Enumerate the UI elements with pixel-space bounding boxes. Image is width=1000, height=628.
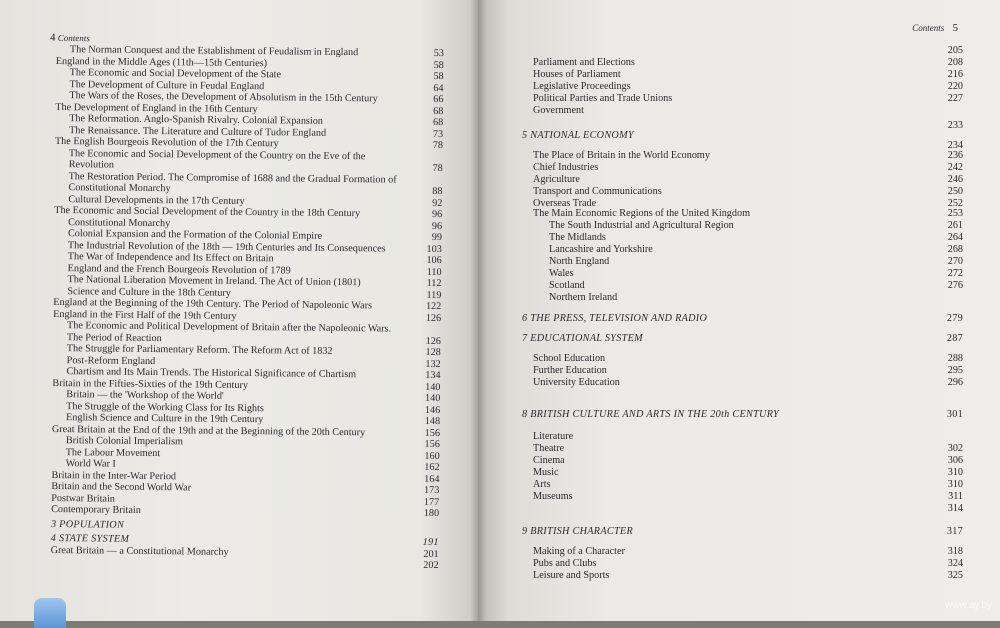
toc-entry-page: 177	[423, 496, 440, 508]
toc-entry	[533, 570, 963, 582]
toc-entry-page: 318	[947, 546, 963, 557]
toc-entry-title: Colonial Expansion and the Formation of the Colonial Empire	[67, 228, 323, 242]
toc-entry-page: 205	[947, 45, 963, 56]
toc-entry-title: The Place of Britain in the World Economy	[533, 150, 710, 161]
toc-entry-title: The War of Independence and Its Effect on Britain	[67, 251, 274, 265]
toc-entry-title: British Colonial Imperialism	[65, 435, 184, 448]
toc-entry-title: The Reformation. Anglo-Spanish Rivalry. Colonial Expansion	[69, 113, 323, 127]
toc-entry	[533, 431, 963, 443]
toc-entry-title: England at the Beginning of the 19th Century. The Period of Napoleonic Wars	[53, 296, 373, 312]
toc-entry-title: Britain in the Inter-War Period	[51, 469, 177, 482]
toc-entry-title: England and the French Bourgeois Revolution of 1789	[67, 262, 291, 276]
toc-entry-title: Overseas Trade	[533, 198, 597, 209]
toc-entry-page: 78	[432, 162, 443, 175]
toc-entry-page: 66	[433, 93, 444, 106]
toc-section-heading	[51, 518, 439, 534]
toc-entry-page: 261	[947, 220, 963, 231]
toc-entry-title: The Labour Movement	[65, 446, 161, 459]
right-page	[478, 0, 1000, 621]
toc-entry	[533, 558, 963, 570]
toc-entry-title: Wales	[549, 268, 574, 279]
toc-section-heading	[522, 409, 963, 421]
toc-entry-page: 119	[426, 289, 442, 301]
left-page-number: 4	[49, 31, 56, 44]
toc-entry-title: The Renaissance. The Literature and Culture of Tudor England	[69, 124, 327, 139]
toc-entry-page: 68	[433, 105, 444, 117]
toc-entry	[533, 93, 963, 105]
toc-entry-page: 103	[426, 243, 442, 255]
toc-entry-title: North England	[549, 256, 610, 267]
toc-entry-page: 270	[947, 256, 963, 267]
toc-entry-page: 58	[433, 70, 444, 83]
toc-entry-title: 8 BRITISH CULTURE AND ARTS IN THE 20th CENTURY	[522, 409, 779, 420]
toc-entry-page: 53	[433, 47, 444, 60]
toc-entry-page: 156	[424, 427, 441, 439]
book-gutter	[470, 0, 486, 621]
toc-entry-title: School Education	[533, 353, 606, 364]
toc-entry-page: 227	[947, 93, 963, 104]
toc-entry-page: 236	[947, 150, 963, 161]
toc-entry	[549, 244, 963, 256]
toc-entry-page: 96	[431, 208, 443, 221]
right-page-number: 5	[952, 22, 958, 34]
toc-entry-page: 162	[424, 461, 440, 474]
toc-entry-title: The Wars of the Roses, the Development of Absolutism in the 15th Century	[69, 90, 378, 105]
toc-entry-page: 295	[947, 365, 963, 376]
toc-entry-title: England in the First Half of the 19th Century	[53, 308, 237, 322]
blue-bookmark-tab	[34, 598, 66, 628]
toc-entry-page: 126	[425, 312, 442, 324]
toc-entry-page: 96	[431, 220, 443, 232]
toc-entry-page: 272	[947, 268, 963, 279]
toc-entry-title: England in the Middle Ages (11th—15th Centuries)	[55, 55, 268, 69]
toc-entry-title: The National Liberation Movement in Ireland. The Act of Union (1801)	[67, 274, 361, 289]
toc-entry-title: Cultural Developments in the 17th Century	[68, 193, 245, 207]
toc-entry-title: The Struggle of the Working Class for Its Rights	[66, 400, 264, 414]
toc-entry-title: The Economic and Political Development of Britain after the Napoleonic Wars.	[66, 320, 392, 335]
toc-entry-title: The Period of Reaction	[66, 331, 162, 344]
toc-entry-title: 9 BRITISH CHARACTER	[522, 526, 633, 537]
toc-entry-page: 110	[426, 266, 442, 278]
toc-entry-page: 173	[424, 484, 440, 497]
toc-entry-title: 5 NATIONAL ECONOMY	[522, 130, 634, 141]
toc-entry-title: Leisure and Sports	[533, 570, 610, 581]
toc-section-heading	[522, 130, 963, 142]
toc-entry	[533, 377, 963, 389]
toc-entry-page: 134	[425, 369, 441, 382]
toc-entry-title: Scotland	[549, 280, 585, 291]
toc-entry	[533, 467, 963, 479]
toc-entry-title: The English Bourgeois Revolution of the 17th Century	[54, 135, 279, 150]
toc-entry-title: Chief Industries	[533, 162, 599, 173]
right-page-header	[912, 22, 958, 34]
toc-entry-title: Great Britain at the End of the 19th and at the Beginning of the 20th Century	[51, 423, 366, 438]
toc-entry-title: The Economic and Social Development of the State	[69, 67, 282, 81]
toc-entry-page: 64	[433, 82, 444, 94]
toc-entry-page: 140	[424, 392, 441, 405]
toc-entry	[533, 105, 963, 117]
toc-entry	[533, 546, 963, 558]
toc-entry-page: 112	[426, 277, 442, 290]
toc-entry-title: The Struggle for Parliamentary Reform. The Reform Act of 1832	[66, 343, 333, 357]
toc-entry-title: Legislative Proceedings	[533, 81, 631, 92]
left-page-header	[50, 32, 90, 44]
toc-entry-title: Science and Culture in the 18th Century	[67, 285, 231, 299]
toc-entry-title: Museums	[533, 491, 573, 502]
toc-entry	[533, 491, 963, 503]
toc-entry	[549, 292, 963, 304]
toc-entry-page: 246	[947, 174, 963, 185]
toc-entry-page: 296	[947, 377, 963, 388]
toc-entry-page: 310	[947, 467, 963, 478]
toc-entry-title: Theatre	[533, 443, 565, 454]
toc-entry-title: English Science and Culture in the 19th Century	[66, 412, 264, 426]
toc-entry-title: Post-Reform England	[66, 354, 156, 367]
toc-entry-page: 314	[947, 503, 963, 514]
toc-entry	[533, 162, 963, 174]
toc-entry-title: Postwar Britain	[51, 492, 115, 505]
toc-entry-page: 128	[425, 346, 441, 359]
toc-entry-page: 73	[432, 128, 444, 140]
toc-entry-page: 287	[946, 333, 963, 344]
toc-entry-title: Britain and the Second World War	[51, 480, 192, 494]
toc-entry-page: 68	[432, 116, 444, 129]
toc-entry-title: Constitutional Monarchy	[68, 216, 171, 229]
toc-entry-title: Houses of Parliament	[533, 69, 621, 80]
toc-entry-title: Britain in the Fifties-Sixties of the 19th Century	[52, 377, 249, 391]
toc-entry-title: Parliament and Elections	[533, 57, 635, 68]
toc-entry-title: Political Parties and Trade Unions	[533, 93, 673, 104]
toc-entry-title: Further Education	[533, 365, 607, 376]
toc-entry-title: The Development of Culture in Feudal England	[69, 78, 265, 92]
toc-entry	[549, 256, 963, 268]
toc-entry-title: Britain — the 'Workshop of the World'	[66, 389, 224, 402]
toc-entry-page: 78	[432, 139, 444, 152]
toc-entry-page: 250	[947, 186, 963, 197]
toc-section-heading	[522, 333, 963, 345]
left-page	[0, 0, 478, 621]
toc-entry-page: 208	[947, 57, 963, 68]
toc-entry-page: 233	[947, 120, 963, 131]
toc-entry-title: The Norman Conquest and the Establishment of Feudalism in England	[69, 44, 359, 59]
toc-entry-page: 324	[947, 558, 963, 569]
toc-entry	[549, 268, 963, 280]
toc-entry	[533, 455, 963, 467]
toc-entry-page: 164	[424, 473, 440, 485]
toc-entry	[533, 353, 963, 365]
toc-entry	[533, 186, 963, 198]
toc-entry-title: University Education	[533, 377, 620, 388]
toc-entry-title: Chartism and Its Main Trends. The Historical Significance of Chartism	[66, 366, 357, 381]
toc-entry-title: The Industrial Revolution of the 18th — 19th Centuries and Its Consequences	[67, 239, 386, 254]
toc-entry-title: The South Industrial and Agricultural Region	[549, 220, 734, 231]
toc-entry-page: 252	[947, 198, 963, 209]
left-header-label: Contents	[57, 32, 90, 44]
toc-entry-page: 202	[423, 559, 439, 572]
toc-entry-page: 191	[422, 536, 439, 549]
toc-entry-title: 4 STATE SYSTEM	[50, 532, 130, 545]
toc-entry	[533, 81, 963, 93]
toc-entry	[533, 69, 963, 81]
toc-entry-page: 201	[423, 548, 439, 560]
toc-entry-title: The Restoration Period. The Compromise of 1688 and the Gradual Formation of	[68, 170, 397, 186]
toc-entry-page: 99	[431, 231, 443, 244]
toc-entry-page: 140	[425, 381, 441, 393]
toc-entry-title: 7 EDUCATIONAL SYSTEM	[522, 333, 643, 344]
toc-entry-page: 106	[426, 254, 442, 267]
toc-entry-title: Great Britain — a Constitutional Monarchy	[50, 544, 229, 558]
toc-entry-title: Cinema	[533, 455, 565, 466]
toc-entry	[533, 365, 963, 377]
toc-entry-title: 3 POPULATION	[50, 518, 125, 531]
toc-entry-title: The Economic and Social Development of the Country in the 18th Century	[54, 204, 361, 220]
toc-entry-title: World War I	[65, 458, 116, 470]
toc-entry-title: The Midlands	[549, 232, 606, 243]
toc-entry-title: The Development of England in the 16th Century	[55, 101, 258, 115]
watermark: www.ay.by	[944, 600, 992, 611]
toc-entry-title: Contemporary Britain	[51, 503, 141, 516]
toc-entry-page: 264	[947, 232, 963, 243]
toc-entry-title: Making of a Character	[533, 546, 625, 557]
toc-entry-page: 216	[947, 69, 963, 80]
toc-entry-title: Revolution	[68, 159, 115, 171]
toc-entry-page: 234	[947, 140, 963, 151]
toc-entry-page: 88	[432, 185, 443, 198]
toc-entry-page: 146	[424, 404, 441, 416]
toc-entry-page: 180	[423, 507, 440, 520]
toc-entry-page: 58	[433, 59, 444, 71]
toc-entry	[533, 443, 963, 455]
toc-entry	[549, 220, 963, 232]
toc-entry-title: The Main Economic Regions of the United Kingdom	[533, 208, 751, 219]
toc-entry-page: 317	[946, 526, 963, 537]
toc-entry-title: Pubs and Clubs	[533, 558, 597, 569]
toc-entry-page: 122	[425, 300, 442, 313]
toc-section-heading	[522, 526, 963, 538]
toc-entry-page: 268	[947, 244, 963, 255]
toc-entry	[533, 479, 963, 491]
toc-entry-page: 92	[432, 197, 443, 209]
toc-entry-page: 148	[424, 415, 441, 428]
toc-entry	[533, 208, 963, 220]
toc-entry-title: Agriculture	[533, 174, 580, 185]
toc-entry-title: Lancashire and Yorkshire	[549, 244, 653, 255]
toc-entry-title: 6 THE PRESS, TELEVISION AND RADIO	[522, 313, 708, 324]
toc-entry-title: Transport and Communications	[533, 186, 662, 197]
right-header-label: Contents	[912, 23, 945, 33]
toc-entry-title: Government	[533, 105, 584, 116]
toc-entry-title: Arts	[533, 479, 551, 490]
toc-entry-page: 220	[947, 81, 963, 92]
toc-entry	[549, 232, 963, 244]
toc-entry-page: 301	[946, 409, 963, 420]
toc-entry	[533, 150, 963, 162]
toc-entry-title: Literature	[533, 431, 574, 442]
toc-entry	[533, 174, 963, 186]
toc-entry-page: 242	[947, 162, 963, 173]
toc-entry-page: 156	[424, 438, 440, 451]
toc-entry-page: 160	[424, 450, 440, 462]
toc-entry-title: The Economic and Social Development of the Country on the Eve of the	[68, 147, 366, 162]
toc-entry-title: Northern Ireland	[549, 292, 618, 303]
toc-entry-page: 325	[947, 570, 963, 581]
toc-entry-page: 311	[948, 491, 963, 502]
toc-entry-page: 132	[425, 358, 441, 370]
toc-section-heading	[522, 313, 963, 325]
left-toc-list	[51, 44, 444, 572]
toc-entry-page: 302	[947, 443, 963, 454]
toc-entry-page: 253	[947, 208, 963, 219]
toc-entry-page: 288	[947, 353, 963, 364]
toc-entry-page: 310	[947, 479, 963, 490]
toc-entry-title: Music	[533, 467, 559, 478]
toc-entry-page: 276	[947, 280, 963, 291]
toc-entry	[533, 57, 963, 69]
toc-entry-page: 279	[946, 313, 963, 324]
toc-entry	[549, 280, 963, 292]
toc-entry-page: 126	[425, 335, 441, 347]
toc-entry-title: Constitutional Monarchy	[68, 182, 171, 195]
toc-entry-page: 306	[947, 455, 963, 466]
